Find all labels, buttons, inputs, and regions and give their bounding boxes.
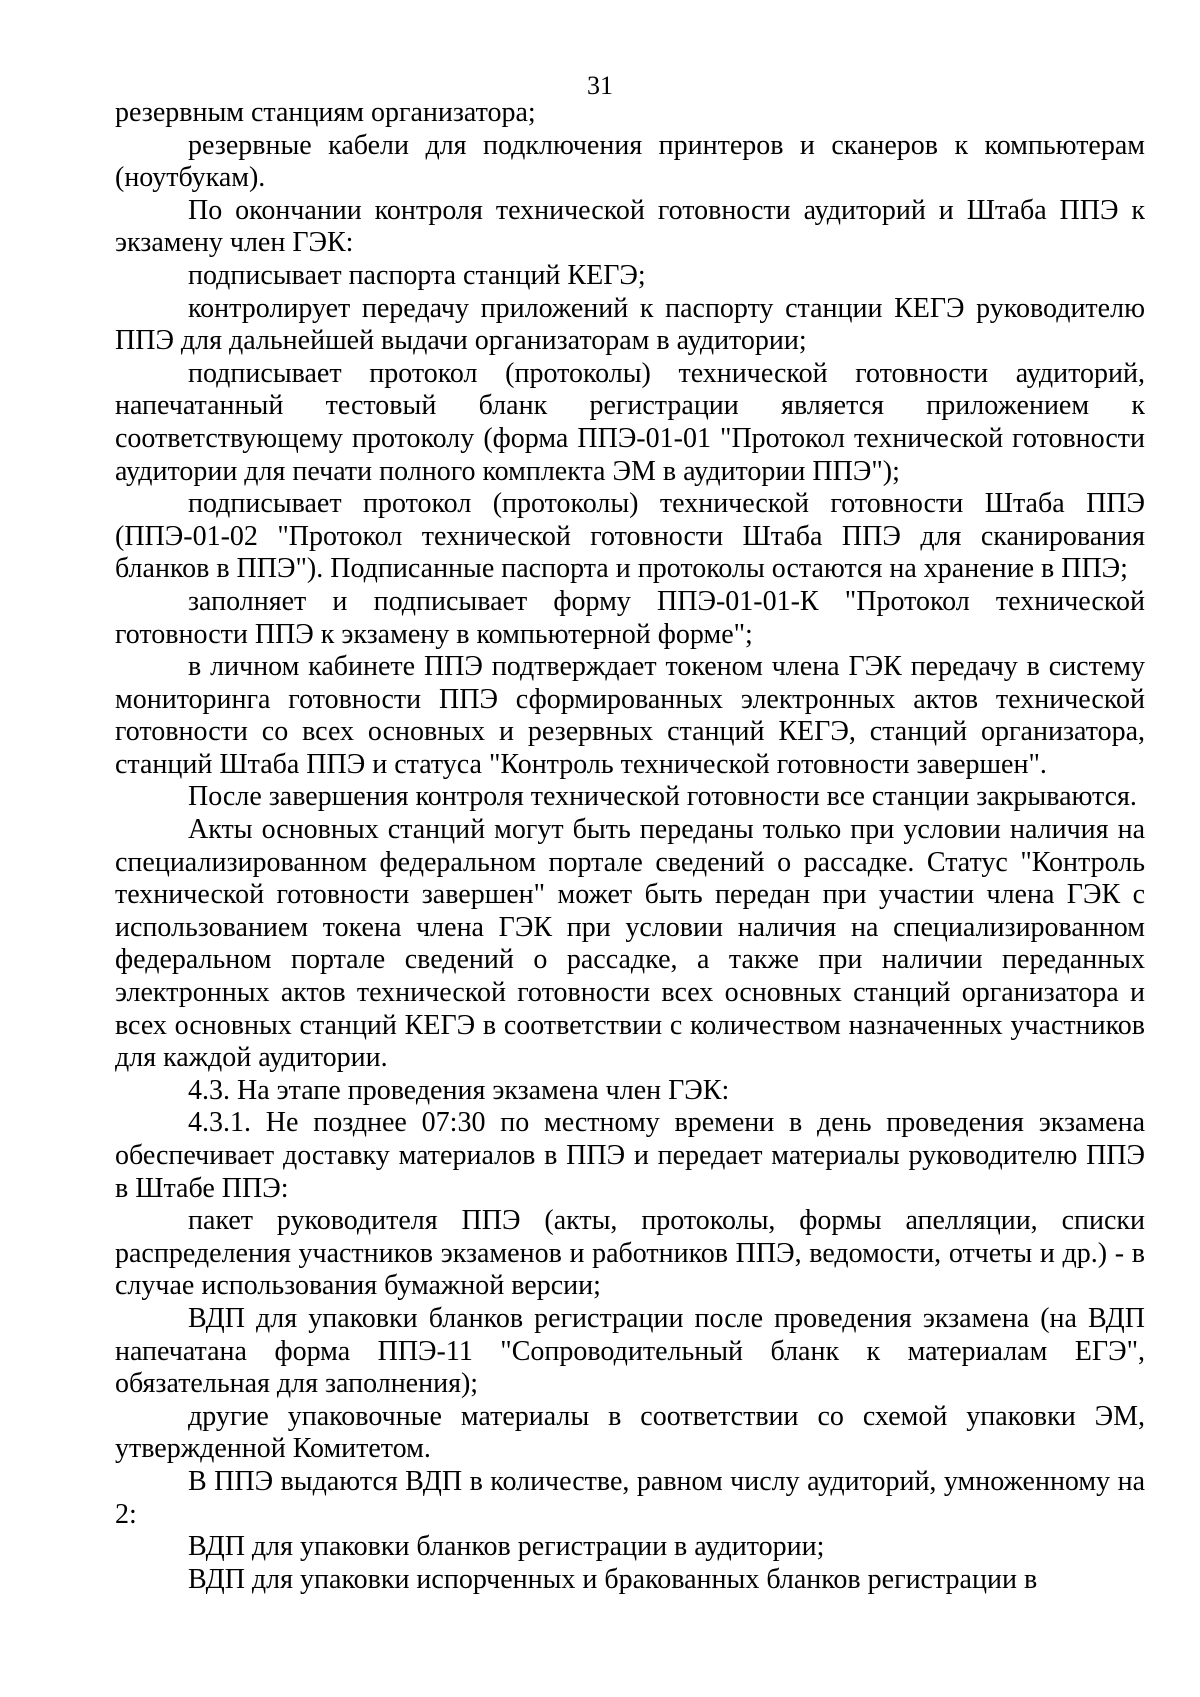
paragraph-19: ВДП для упаковки испорченных и бракованных бланков регистрации в bbox=[188, 1563, 1038, 1595]
paragraph-18: ВДП для упаковки бланков регистрации в аудитории; bbox=[188, 1531, 825, 1563]
paragraph-4: подписывает паспорта станций КЕГЭ; bbox=[188, 259, 646, 291]
paragraph-2: резервные кабели для подключения принтеров и сканеров к компьютерам (ноутбукам). bbox=[115, 129, 1145, 194]
paragraph-7: подписывает протокол (протоколы) технической готовности Штаба ППЭ (ППЭ-01-02 "Протокол технической готовности Штаба ППЭ для сканирования бланков в ППЭ"). Подписанные паспорта и протоколы остаются на хранение в ППЭ; bbox=[115, 488, 1145, 585]
paragraph-12: 4.3. На этапе проведения экзамена член ГЭК: bbox=[188, 1074, 730, 1106]
paragraph-5: контролирует передачу приложений к паспорту станции КЕГЭ руководителю ППЭ для дальнейшей выдачи организаторам в аудитории; bbox=[115, 292, 1145, 357]
paragraph-1: резервным станциям организатора; bbox=[115, 97, 536, 128]
paragraph-15: ВДП для упаковки бланков регистрации после проведения экзамена (на ВДП напечатана форма ППЭ-11 "Сопроводительный бланк к материалам ЕГЭ", обязательная для заполнения); bbox=[115, 1302, 1145, 1400]
paragraph-17: В ППЭ выдаются ВДП в количестве, равном числу аудиторий, умноженному на 2: bbox=[115, 1465, 1145, 1530]
paragraph-6: подписывает протокол (протоколы) технической готовности аудиторий, напечатанный тестовый бланк регистрации является приложением к соответствующему протоколу (форма ППЭ-01-01 "Протокол технической готовности аудитории для печати полного комплекта ЭМ в аудитории ППЭ"); bbox=[115, 357, 1145, 487]
paragraph-9: в личном кабинете ППЭ подтверждает токеном члена ГЭК передачу в систему мониторинга готовности ППЭ сформированных электронных актов технической готовности со всех основных и резервных станций КЕГЭ, станций организатора, станций Штаба ППЭ и статуса "Контроль технической готовности завершен". bbox=[115, 651, 1145, 780]
page-number: 31 bbox=[587, 71, 613, 100]
paragraph-11: Акты основных станций могут быть переданы только при условии наличия на специализированном федеральном портале сведений о рассадке. Статус "Контроль технической готовности завершен" может быть передан при участии члена ГЭК с использованием токена члена ГЭК при условии наличия на специализированном федеральном портале сведений о рассадке, а также при наличии переданных электронных актов технической готовности всех основных станций организатора и всех основных станций КЕГЭ в соответствии с количеством назначенных участников для каждой аудитории. bbox=[115, 814, 1145, 1074]
paragraph-3: По окончании контроля технической готовности аудиторий и Штаба ППЭ к экзамену член ГЭК: bbox=[115, 194, 1145, 259]
paragraph-8: заполняет и подписывает форму ППЭ-01-01-К "Протокол технической готовности ППЭ к экзамену в компьютерной форме"; bbox=[115, 585, 1145, 650]
paragraph-10: После завершения контроля технической готовности все станции закрываются. bbox=[188, 781, 1137, 813]
paragraph-14: пакет руководителя ППЭ (акты, протоколы, формы апелляции, списки распределения участников экзаменов и работников ППЭ, ведомости, отчеты и др.) - в случае использования бумажной версии; bbox=[115, 1205, 1145, 1302]
paragraph-16: другие упаковочные материалы в соответствии со схемой упаковки ЭМ, утвержденной Комитетом. bbox=[115, 1400, 1145, 1465]
document-body bbox=[115, 97, 1145, 1596]
paragraph-13: 4.3.1. Не позднее 07:30 по местному времени в день проведения экзамена обеспечивает доставку материалов в ППЭ и передает материалы руководителю ППЭ в Штабе ППЭ: bbox=[115, 1107, 1145, 1204]
